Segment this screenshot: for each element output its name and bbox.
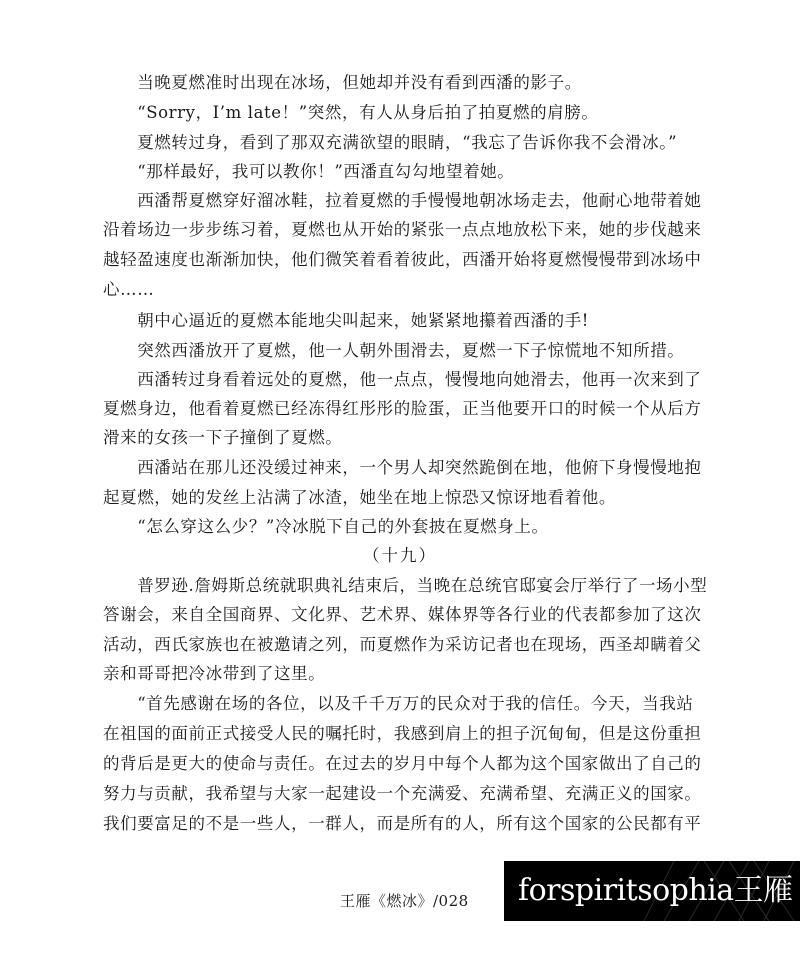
paragraph-line: 西潘站在那儿还没缓过神来，一个男人却突然跪倒在地，他俯下身慢慢地抱 (103, 458, 702, 477)
paragraph-line: “那样最好，我可以教你！”西潘直勾勾地望着她。 (103, 162, 515, 181)
paragraph-line: 夏燃身边，他看着夏燃已经冻得红彤彤的脸蛋，正当他要开口的时候一个从后方 (103, 399, 702, 418)
paragraph-line: 西潘转过身看着远处的夏燃，他一点点，慢慢地向她滑去，他再一次来到了 (103, 370, 702, 389)
paragraph-line: 活动，西氏家族也在被邀请之列，而夏燃作为采访记者也在现场，西圣却瞒着父 (103, 635, 702, 654)
paragraph-line: 起夏燃，她的发丝上沾满了冰渣，她坐在地上惊恐又惊讶地看着他。 (103, 488, 616, 507)
paragraph-line: 西潘帮夏燃穿好溜冰鞋，拉着夏燃的手慢慢地朝冰场走去，他耐心地带着她 (103, 191, 702, 210)
paragraph-line: 我们要富足的不是一些人，一群人，而是所有的人，所有这个国家的公民都有平 (103, 814, 702, 833)
section-title: （十九） (363, 546, 437, 565)
paragraph-line: 越轻盈速度也渐渐加快，他们微笑着看着彼此，西潘开始将夏燃慢慢带到冰场中 (103, 250, 702, 269)
watermark (504, 861, 800, 921)
paragraph-line: 当晚夏燃准时出现在冰场，但她却并没有看到西潘的影子。 (103, 73, 582, 92)
paragraph-line: 的背后是更大的使命与责任。在过去的岁月中每个人都为这个国家做出了自己的 (103, 754, 702, 773)
paragraph-line: 在祖国的面前正式接受人民的嘱托时，我感到肩上的担子沉甸甸，但是这份重担 (103, 724, 702, 743)
paragraph-line: 亲和哥哥把冷冰带到了这里。 (103, 664, 326, 683)
paragraph-line: “怎么穿这么少？”冷冰脱下自己的外套披在夏燃身上。 (103, 517, 549, 536)
paragraph-line: 答谢会，来自全国商界、文化界、艺术界、媒体界等各行业的代表都参加了这次 (103, 605, 702, 624)
paragraph-line: 朝中心逼近的夏燃本能地尖叫起来，她紧紧地攥着西潘的手! (103, 311, 590, 330)
paragraph-line: “Sorry，I’m late！”突然，有人从身后拍了拍夏燃的肩膀。 (103, 103, 599, 122)
paragraph-line: 沿着场边一步步练习着，夏燃也从开始的紧张一点点地放松下来，她的步伐越来 (103, 220, 702, 239)
paragraph-line: 心…… (103, 280, 155, 299)
paragraph-line: 突然西潘放开了夏燃，他一人朝外围滑去，夏燃一下子惊慌地不知所措。 (103, 341, 685, 360)
watermark-text: forspiritsophia王雁 (518, 873, 793, 908)
paragraph-line: 普罗逊.詹姆斯总统就职典礼结束后，当晚在总统官邸宴会厅举行了一场小型 (103, 576, 708, 595)
paragraph-line: 滑来的女孩一下子撞倒了夏燃。 (103, 428, 343, 447)
page-footer: 王雁《燃冰》/028 (340, 892, 469, 910)
paragraph-line: 夏燃转过身，看到了那双充满欲望的眼睛，“我忘了告诉你我不会滑冰。” (103, 133, 678, 152)
paragraph-line: 努力与贡献，我希望与大家一起建设一个充满爱、充满希望、充满正义的国家。 (103, 784, 702, 803)
paragraph-line: “首先感谢在场的各位，以及千千万万的民众对于我的信任。今天，当我站 (103, 694, 694, 713)
